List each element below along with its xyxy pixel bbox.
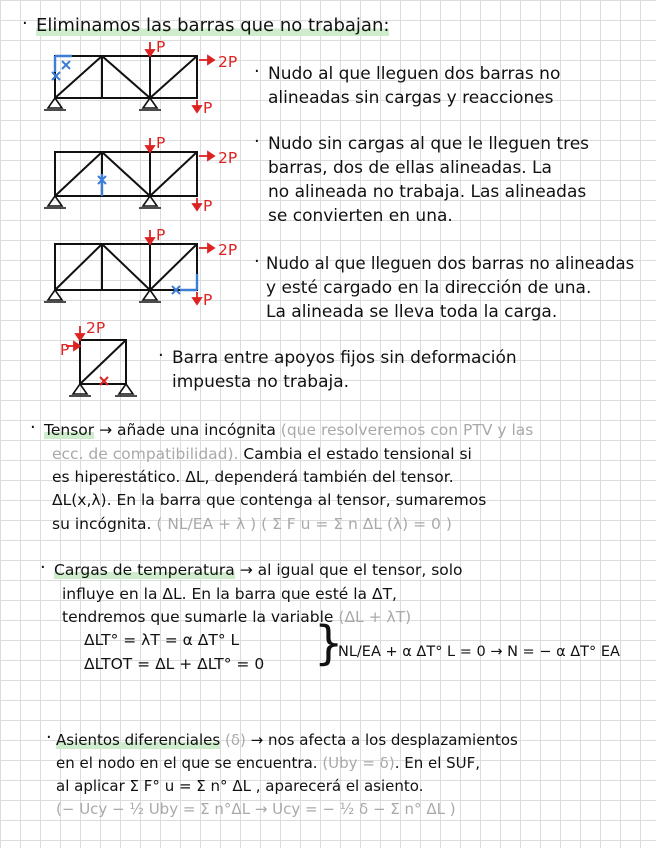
bullet: ·	[22, 13, 28, 34]
bullet: ·	[254, 61, 260, 82]
rule-3-line-2: y esté cargado en la dirección de una.	[266, 278, 592, 298]
settlement-line-1: Asientos diferenciales (δ) → nos afecta a los desplazamientos	[56, 731, 518, 749]
tensor-line-1: Tensor → añade una incógnita (que resolveremos con PTV y las	[44, 421, 534, 439]
bullet: ·	[46, 727, 52, 748]
rule-3-line-3: La alineada se lleva toda la carga.	[266, 302, 558, 322]
rule-2-line-3: no alineada no trabaja. Las alineadas	[268, 182, 587, 202]
load-label-2p-top: 2P	[86, 319, 106, 337]
load-label-p: P	[203, 197, 213, 215]
load-label-2p: 2P	[218, 149, 238, 167]
temperature-line-2: influye en la ΔL. En la barra que esté la ΔT,	[62, 585, 397, 603]
settlement-line-2: en el nodo en el que se encuentra. (Uby = δ). En el SUF,	[56, 754, 481, 772]
bullet: ·	[254, 131, 260, 152]
load-label-p: P	[203, 291, 213, 309]
truss-1	[55, 56, 197, 98]
rule-1-line-1: Nudo al que lleguen dos barras no	[268, 64, 561, 84]
frame-4	[80, 340, 126, 384]
tensor-line-4: ΔL(x,λ). En la barra que contenga al tensor, sumaremos	[52, 491, 487, 509]
rule-2-line-1: Nudo sin cargas al que le lleguen tres	[268, 134, 590, 154]
temperature-eq-3: NL/EA + α ΔT° L = 0 → N = − α ΔT° EA	[338, 644, 620, 660]
tensor-line-3: es hiperestático. ΔL, dependerá también del tensor.	[52, 468, 454, 486]
rule-1-line-2: alineadas sin cargas y reacciones	[268, 88, 554, 108]
rule-2-line-2: barras, dos de ellas alineadas. La	[268, 158, 552, 178]
load-label-p: P	[156, 134, 166, 152]
temperature-line-3: tendremos que sumarle la variable (ΔL + λT)	[62, 608, 412, 626]
temperature-eq-1: ΔLT° = λT = α ΔT° L	[84, 631, 240, 649]
settlement-line-3: al aplicar Σ F° u = Σ n° ΔL , aparecerá el asiento.	[56, 777, 424, 795]
tensor-line-2: ecc. de compatibilidad). Cambia el estado tensional si	[52, 445, 472, 463]
rule-2-line-4: se convierten en una.	[268, 206, 453, 226]
truss-3	[55, 244, 197, 290]
page-title: Eliminamos las barras que no trabajan:	[36, 15, 390, 36]
load-label-2p: 2P	[218, 53, 238, 71]
bullet: ·	[158, 345, 164, 366]
rule-4-line-1: Barra entre apoyos fijos sin deformación	[172, 348, 517, 368]
settlement-line-4: (− Ucy − ½ Uby = Σ n°ΔL → Ucy = − ½ δ − Σ n° ΔL )	[56, 800, 456, 818]
load-label-2p: 2P	[218, 241, 238, 259]
load-label-p-side: P	[60, 341, 70, 359]
rule-4-line-2: impuesta no trabaja.	[172, 372, 350, 392]
rule-3-line-1: Nudo al que lleguen dos barras no alineadas	[266, 254, 635, 273]
tensor-line-5: su incógnita. ( NL/EA + λ ) ( Σ F u = Σ n ΔL (λ) = 0 )	[52, 515, 452, 533]
load-label-p: P	[156, 226, 166, 244]
bullet: ·	[254, 251, 260, 272]
bullet: ·	[40, 557, 46, 578]
brace: }	[314, 616, 344, 670]
temperature-eq-2: ΔLTOT = ΔL + ΔLT° = 0	[84, 655, 265, 673]
truss-2	[55, 152, 197, 196]
bullet: ·	[30, 417, 36, 438]
temperature-line-1: Cargas de temperatura → al igual que el tensor, solo	[54, 561, 463, 579]
load-label-p: P	[203, 99, 213, 117]
load-label-p: P	[156, 38, 166, 56]
